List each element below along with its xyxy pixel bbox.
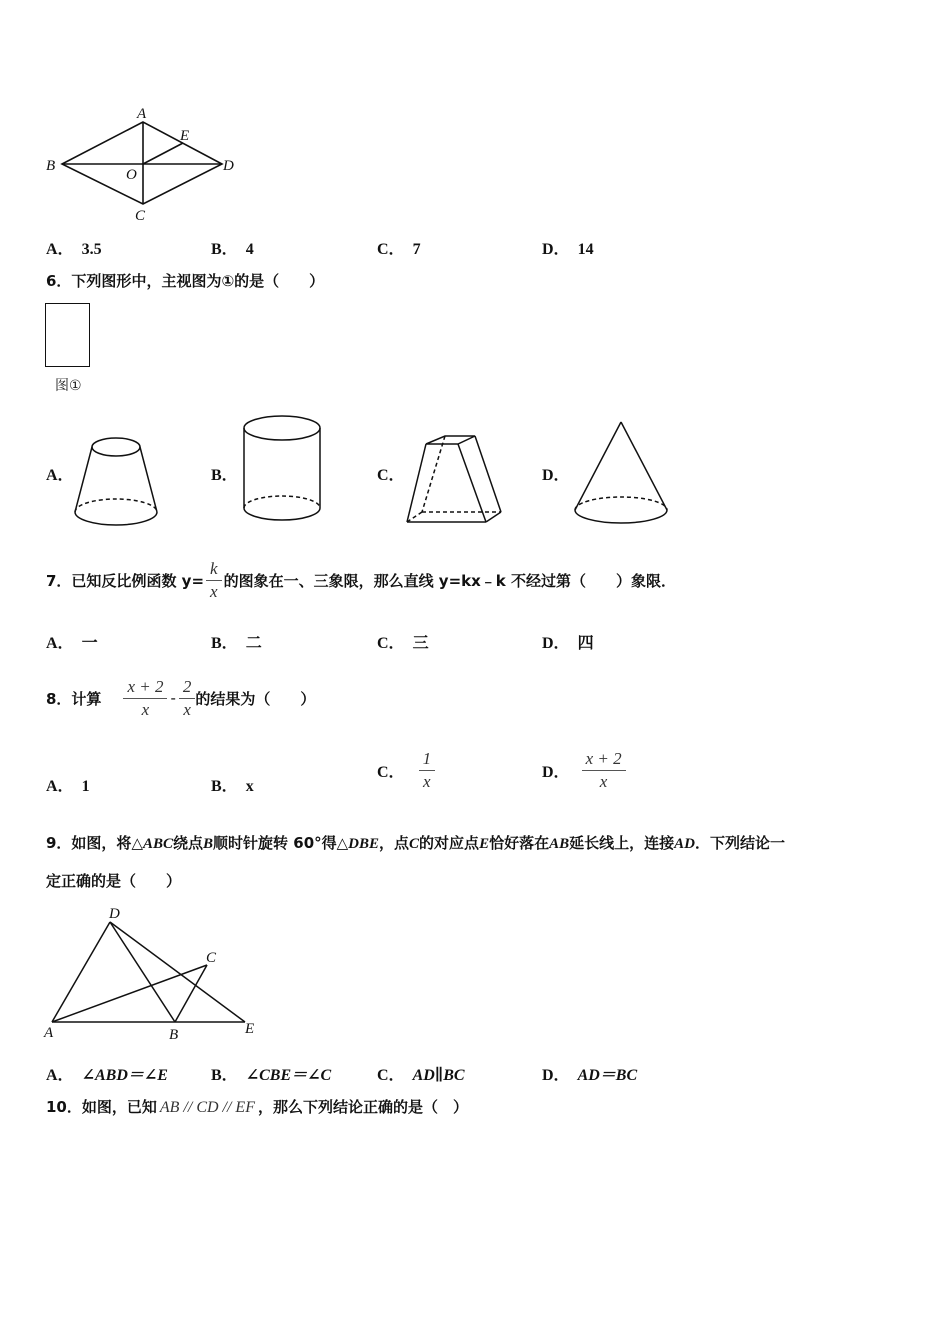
q9-option-c[interactable]: C． AD∥BC (377, 1067, 465, 1084)
q5-rhombus-figure (40, 100, 250, 225)
q9-option-d[interactable]: D． AD＝BC (542, 1067, 638, 1084)
q7-fraction (206, 558, 222, 603)
q8-stem-prefix: 8．计算 (46, 689, 102, 708)
q9-option-a[interactable]: A． ∠ABD＝∠E (46, 1067, 168, 1084)
q7-frac-num: k (206, 558, 222, 581)
q5-label-e: E (180, 128, 190, 144)
q8-option-d-fraction: $\frac{x + 2}{x}$ (582, 748, 626, 793)
q9-label-e: E (245, 1021, 255, 1037)
q7-frac-den: x (210, 581, 218, 601)
q7-option-a[interactable]: A． 一 (46, 635, 98, 652)
q10-math: AB // CD // EF (159, 1099, 255, 1116)
q6-option-c[interactable]: C． (377, 467, 405, 484)
q6-cylinder-figure (238, 412, 328, 527)
q6-cone-figure (570, 418, 675, 528)
q9-triangle-figure (40, 902, 265, 1042)
q8-option-b[interactable]: B． x (211, 778, 254, 795)
q8-stem-suffix: 的结果为（ ） (195, 689, 316, 708)
q6-square-frustum-figure (400, 430, 510, 530)
q8-option-c-fraction: $\frac{1}{x}$ (419, 748, 436, 793)
q5-label-a: A (137, 106, 147, 122)
q9-stem-line2: 定正确的是（ ） (46, 872, 182, 890)
q10-stem-prefix: 10．如图，已知 (46, 1098, 157, 1116)
q8-stem (46, 663, 315, 733)
q8-option-c[interactable]: C． $\frac{1}{x}$ (377, 745, 435, 795)
q9-stem-line1: 9．如图，将△ABC绕点B顺时针旋转 60°得△DBE，点C的对应点E恰好落在AB延长线上，连接AD．下列结论一 (46, 834, 785, 852)
q10-stem-suffix: ，那么下列结论正确的是（ ） (257, 1098, 468, 1116)
q7-option-c[interactable]: C． 三 (377, 635, 429, 652)
q9-label-b: B (169, 1027, 179, 1042)
q10-stem (46, 1096, 468, 1117)
q5-label-o: O (126, 167, 137, 183)
q6-option-b[interactable]: B． (211, 467, 238, 484)
q8-frac1-num: x + 2 (123, 676, 167, 699)
q6-stem: 6．下列图形中，主视图为①的是（ ） (46, 272, 325, 290)
q8-fraction-1 (123, 676, 167, 721)
q8-frac2-den: x (183, 699, 191, 719)
q8-option-a[interactable]: A． 1 (46, 778, 90, 795)
q9-label-a: A (44, 1025, 54, 1041)
q6-figure-rectangle (45, 303, 90, 367)
q7-stem (46, 545, 676, 615)
q8-fraction-2 (179, 676, 196, 721)
q9-label-c: C (206, 950, 217, 966)
q7-option-b[interactable]: B． 二 (211, 635, 262, 652)
q5-option-d[interactable]: D． 14 (542, 241, 594, 258)
q6-option-a[interactable]: A． (46, 467, 74, 484)
q9-option-b[interactable]: B． ∠CBE＝∠C (211, 1067, 332, 1084)
q9-label-d: D (109, 906, 120, 922)
q5-option-c[interactable]: C． 7 (377, 241, 421, 258)
q8-option-d[interactable]: D． $\frac{x + 2}{x}$ (542, 745, 626, 795)
q5-label-c: C (135, 208, 146, 224)
q8-frac1-den: x (141, 699, 150, 719)
q5-label-d: D (223, 158, 234, 174)
q8-frac2-num: 2 (179, 676, 196, 699)
q7-stem-prefix: 7．已知反比例函数 y= (46, 571, 205, 590)
q7-option-d[interactable]: D． 四 (542, 635, 594, 652)
q6-option-d[interactable]: D． (542, 467, 570, 484)
q6-figure-caption: 图① (55, 378, 82, 394)
q7-stem-suffix: 的图象在一、三象限，那么直线 y=kx﹣k 不经过第（ ）象限． (223, 571, 676, 590)
q6-frustum-figure (70, 432, 165, 532)
q5-label-b: B (46, 158, 56, 174)
q5-option-a[interactable]: A． 3.5 (46, 241, 102, 258)
q8-minus: - (170, 689, 176, 707)
q5-option-b[interactable]: B． 4 (211, 241, 254, 258)
